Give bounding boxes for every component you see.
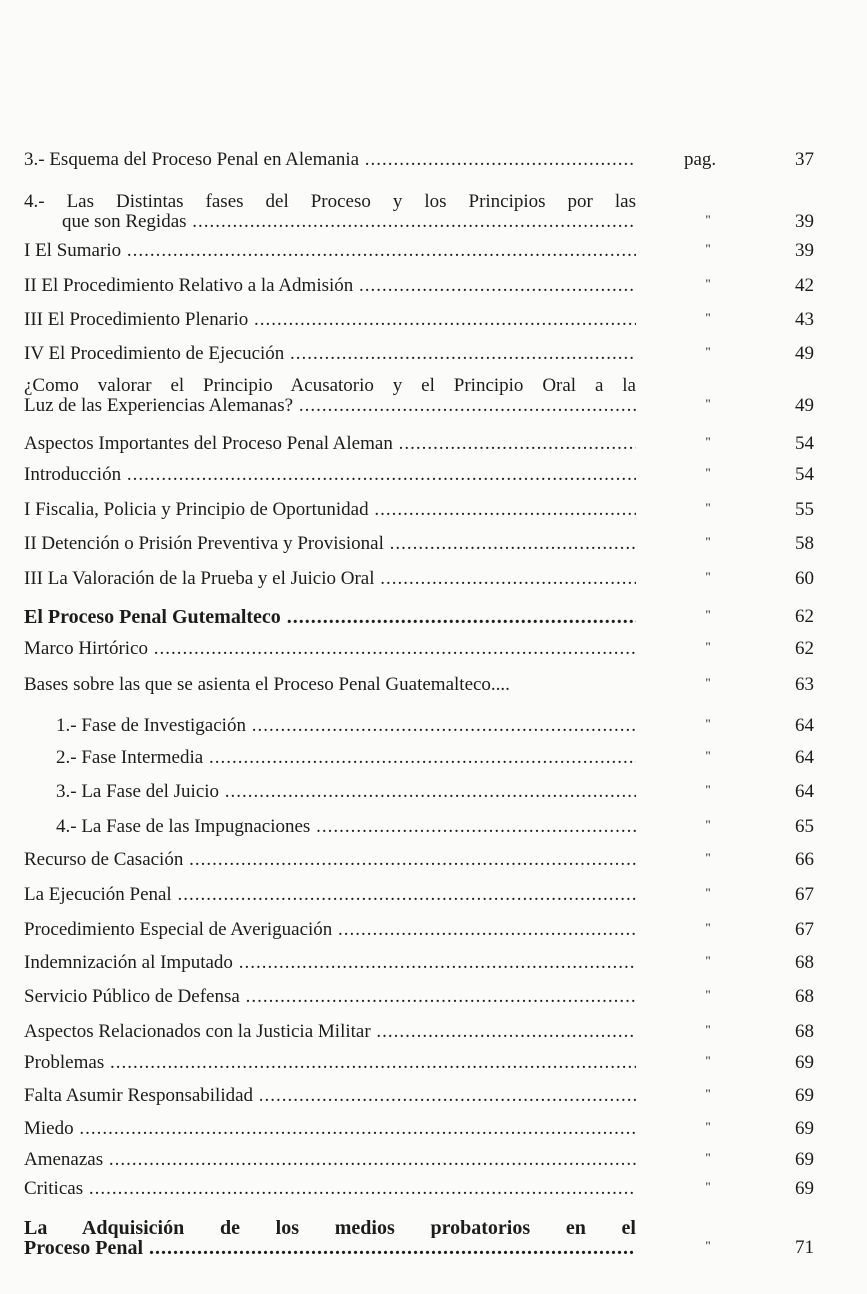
toc-entry-title: Servicio Público de Defensa ..... xyxy=(24,987,636,1007)
ditto-mark: " xyxy=(705,748,711,763)
toc-entry-page: 68 xyxy=(795,1021,814,1042)
toc-entry-title: 3.- La Fase del Juicio ..... xyxy=(24,782,636,802)
toc-entry xyxy=(24,432,814,454)
toc-entry xyxy=(24,780,814,802)
toc-entry-page: 60 xyxy=(795,568,814,589)
toc-entry xyxy=(24,192,814,232)
ditto-mark: " xyxy=(705,885,711,900)
toc-entry xyxy=(24,673,814,695)
toc-entry-title: La Ejecución Penal ..... xyxy=(24,885,636,905)
toc-entry xyxy=(24,1177,814,1199)
toc-entry-page: 58 xyxy=(795,533,814,554)
ditto-mark: " xyxy=(705,1238,711,1253)
toc-entry-page: 64 xyxy=(795,747,814,768)
toc-entry xyxy=(24,883,814,905)
toc-entry-title: I Fiscalia, Policia y Principio de Oportunidad ..... xyxy=(24,500,636,520)
toc-entry-title: ¿Como valorar el Principio Acusatorio y el Principio Oral a la Luz de las Experiencias Alemanas? ..... xyxy=(24,376,636,416)
toc-entry-page: 67 xyxy=(795,884,814,905)
toc-entry-title: La Adquisición de los medios probatorios en el Proceso Penal ..... xyxy=(24,1218,636,1258)
pag-label: pag. xyxy=(684,149,717,170)
toc-entry-title: III La Valoración de la Prueba y el Juicio Oral ..... xyxy=(24,569,636,589)
toc-entry xyxy=(24,1084,814,1106)
ditto-mark: " xyxy=(705,920,711,935)
toc-entry xyxy=(24,1214,814,1258)
toc-entry-title: Amenazas ..... xyxy=(24,1150,636,1170)
ditto-mark: " xyxy=(705,1150,711,1165)
toc-entry xyxy=(24,985,814,1007)
ditto-mark: " xyxy=(705,639,711,654)
toc-entry xyxy=(24,1020,814,1042)
toc-entry-page: 49 xyxy=(795,395,814,416)
ditto-mark: " xyxy=(705,675,711,690)
toc-entry xyxy=(24,918,814,940)
toc-entry-title: 4.- Las Distintas fases del Proceso y los Principios por las que son Regidas ..... xyxy=(24,192,636,232)
ditto-mark: " xyxy=(705,241,711,256)
toc-entry-page: 64 xyxy=(795,781,814,802)
toc-entry-page: 54 xyxy=(795,433,814,454)
toc-entry xyxy=(24,308,814,330)
ditto-mark: " xyxy=(705,782,711,797)
toc-entry xyxy=(24,498,814,520)
ditto-mark: " xyxy=(705,500,711,515)
ditto-mark: " xyxy=(705,1022,711,1037)
toc-entry-title: Recurso de Casación ..... xyxy=(24,850,636,870)
toc-entry xyxy=(24,567,814,589)
toc-entry-page: 37 xyxy=(795,149,814,170)
toc-entry-page: 65 xyxy=(795,816,814,837)
toc-entry xyxy=(24,714,814,736)
toc-entry xyxy=(24,815,814,837)
toc-entry-title: Marco Hirtórico ..... xyxy=(24,639,636,659)
toc-entry-title: 4.- La Fase de las Impugnaciones ..... xyxy=(24,817,636,837)
ditto-mark: " xyxy=(705,850,711,865)
ditto-mark: " xyxy=(705,310,711,325)
toc-entry-page: 64 xyxy=(795,715,814,736)
toc-entry-page: 54 xyxy=(795,464,814,485)
toc-entry-page: 71 xyxy=(795,1237,814,1258)
toc-entry-page: 39 xyxy=(795,211,814,232)
toc-entry-page: 63 xyxy=(795,674,814,695)
toc-entry xyxy=(24,376,814,416)
toc-entry-title: Falta Asumir Responsabilidad ..... xyxy=(24,1086,636,1106)
toc-entry xyxy=(24,1051,814,1073)
toc-entry-page: 69 xyxy=(795,1149,814,1170)
ditto-mark: " xyxy=(705,465,711,480)
toc-entry-title: Miedo ..... xyxy=(24,1119,636,1139)
toc-entry-page: 43 xyxy=(795,309,814,330)
toc-entry-page: 39 xyxy=(795,240,814,261)
toc-entry xyxy=(24,239,814,261)
toc-entry-page: 42 xyxy=(795,275,814,296)
ditto-mark: " xyxy=(705,569,711,584)
toc-entry-page: 69 xyxy=(795,1178,814,1199)
ditto-mark: " xyxy=(705,276,711,291)
toc-entry-title: 2.- Fase Intermedia ..... xyxy=(24,748,636,768)
toc-entry-title: El Proceso Penal Gutemalteco ..... xyxy=(24,607,636,627)
toc-entry-page: 66 xyxy=(795,849,814,870)
toc-entry-title: 3.- Esquema del Proceso Penal en Alemania ..... xyxy=(24,150,636,170)
ditto-mark: " xyxy=(705,953,711,968)
toc-entry xyxy=(24,463,814,485)
toc-entry-page: 68 xyxy=(795,952,814,973)
toc-entry-page: 55 xyxy=(795,499,814,520)
ditto-mark: " xyxy=(705,1086,711,1101)
ditto-mark: " xyxy=(705,1119,711,1134)
toc-entry-page: 69 xyxy=(795,1052,814,1073)
toc-entry-page: 49 xyxy=(795,343,814,364)
toc-entry-title: Procedimiento Especial de Averiguación ..... xyxy=(24,920,636,940)
toc-entry xyxy=(24,1117,814,1139)
ditto-mark: " xyxy=(705,987,711,1002)
toc-entry-title: Criticas ..... xyxy=(24,1179,636,1199)
ditto-mark: " xyxy=(705,534,711,549)
toc-entry-page: 62 xyxy=(795,606,814,627)
toc-entry-title: Problemas ..... xyxy=(24,1053,636,1073)
ditto-mark: " xyxy=(705,716,711,731)
toc-entry xyxy=(24,848,814,870)
toc-entry-title: II Detención o Prisión Preventiva y Provisional ..... xyxy=(24,534,636,554)
toc-entry-title: Indemnización al Imputado ..... xyxy=(24,953,636,973)
toc-entry xyxy=(24,951,814,973)
toc-entry xyxy=(24,603,814,627)
ditto-mark: " xyxy=(705,344,711,359)
toc-entry xyxy=(24,637,814,659)
toc-entry-title: II El Procedimiento Relativo a la Admisión ..... xyxy=(24,276,636,296)
toc-entry xyxy=(24,342,814,364)
ditto-mark: " xyxy=(705,1053,711,1068)
toc-entry-title: 1.- Fase de Investigación ..... xyxy=(24,716,636,736)
ditto-mark: " xyxy=(705,817,711,832)
toc-entry xyxy=(24,532,814,554)
toc-entry-page: 69 xyxy=(795,1085,814,1106)
toc-entry-title: III El Procedimiento Plenario ..... xyxy=(24,310,636,330)
ditto-mark: " xyxy=(705,212,711,227)
toc-entry xyxy=(24,274,814,296)
ditto-mark: " xyxy=(705,607,711,622)
toc-entry-page: 67 xyxy=(795,919,814,940)
toc-entry-page: 68 xyxy=(795,986,814,1007)
ditto-mark: " xyxy=(705,434,711,449)
toc-entry-title: Aspectos Importantes del Proceso Penal Aleman ..... xyxy=(24,434,636,454)
toc-entry xyxy=(24,746,814,768)
ditto-mark: " xyxy=(705,396,711,411)
toc-entry-title: I El Sumario ..... xyxy=(24,241,636,261)
toc-entry-page: 62 xyxy=(795,638,814,659)
toc-entry-title: Aspectos Relacionados con la Justicia Militar ..... xyxy=(24,1022,636,1042)
toc-entry-title: Bases sobre las que se asienta el Proceso Penal Guatemalteco.... xyxy=(24,675,510,695)
ditto-mark: " xyxy=(705,1179,711,1194)
toc-entry xyxy=(24,148,814,170)
toc-entry-page: 69 xyxy=(795,1118,814,1139)
toc-entry-title: IV El Procedimiento de Ejecución ..... xyxy=(24,344,636,364)
toc-entry xyxy=(24,1148,814,1170)
toc-entry-title: Introducción ..... xyxy=(24,465,636,485)
